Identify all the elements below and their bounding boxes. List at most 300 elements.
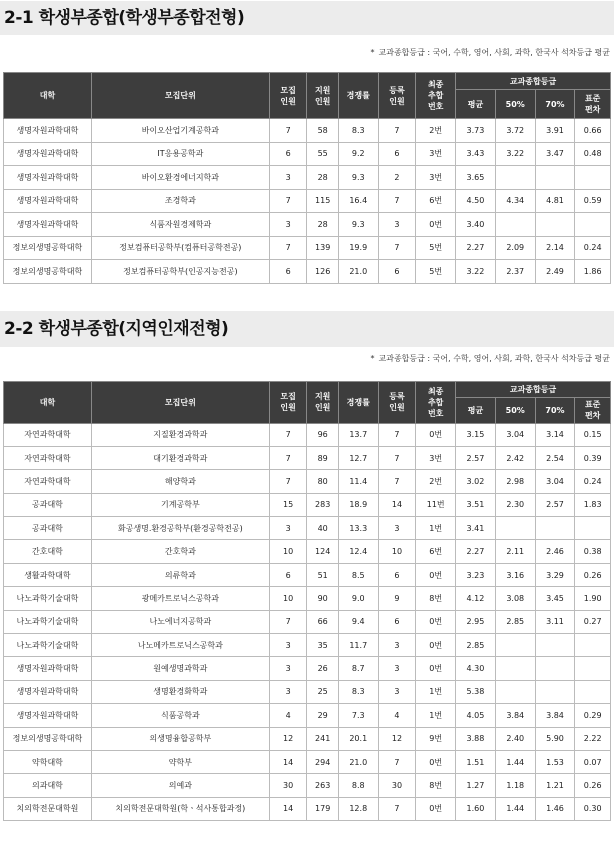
section-1	[0, 1, 614, 284]
cell-p50: 1.44	[495, 750, 535, 773]
cell-applicants: 90	[307, 587, 338, 610]
cell-unit: 광메카트로닉스공학과	[91, 587, 269, 610]
table-row	[4, 657, 611, 680]
cell-p50: 2.09	[495, 236, 535, 260]
cell-unit: 약학부	[91, 750, 269, 773]
cell-registered: 4	[378, 704, 416, 727]
header-recruit	[269, 73, 307, 119]
cell-registered: 12	[378, 727, 416, 750]
cell-avg: 1.60	[456, 797, 496, 820]
cell-p50: 3.16	[495, 563, 535, 586]
header-recruit	[269, 381, 307, 423]
cell-registered: 2	[378, 166, 416, 190]
cell-final: 0번	[416, 634, 456, 657]
cell-recruit: 14	[269, 797, 307, 820]
header-line: 편차	[584, 411, 601, 420]
cell-ratio: 9.4	[338, 610, 378, 633]
header-ratio: 경쟁률	[338, 73, 378, 119]
cell-applicants: 66	[307, 610, 338, 633]
cell-avg: 2.57	[456, 446, 496, 469]
cell-ratio: 12.8	[338, 797, 378, 820]
cell-ratio: 16.4	[338, 189, 378, 213]
header-final	[416, 381, 456, 423]
cell-ratio: 8.3	[338, 119, 378, 143]
cell-final: 0번	[416, 610, 456, 633]
cell-applicants: 124	[307, 540, 338, 563]
cell-applicants: 96	[307, 423, 338, 446]
cell-registered: 14	[378, 493, 416, 516]
cell-ratio: 13.7	[338, 423, 378, 446]
cell-registered: 7	[378, 236, 416, 260]
cell-p70: 3.11	[535, 610, 575, 633]
cell-ratio: 12.4	[338, 540, 378, 563]
cell-p70	[535, 517, 575, 540]
cell-registered: 6	[378, 563, 416, 586]
table-row	[4, 704, 611, 727]
cell-avg: 3.65	[456, 166, 496, 190]
table-row	[4, 774, 611, 797]
cell-std: 0.27	[575, 610, 611, 633]
table-row	[4, 213, 611, 237]
cell-avg: 4.50	[456, 189, 496, 213]
cell-unit: 해양학과	[91, 470, 269, 493]
header-line: 모집	[280, 392, 296, 401]
table-row	[4, 493, 611, 516]
cell-ratio: 21.0	[338, 750, 378, 773]
cell-registered: 3	[378, 680, 416, 703]
cell-p50	[495, 680, 535, 703]
header-line: 인원	[314, 96, 331, 106]
cell-avg: 3.51	[456, 493, 496, 516]
cell-registered: 9	[378, 587, 416, 610]
cell-final: 5번	[416, 260, 456, 284]
table-row	[4, 750, 611, 773]
cell-applicants: 55	[307, 142, 338, 166]
cell-std	[575, 634, 611, 657]
header-line: 지원	[314, 392, 331, 401]
header-p70: 70%	[535, 90, 575, 119]
cell-college: 공과대학	[4, 517, 92, 540]
cell-avg: 4.30	[456, 657, 496, 680]
header-p50: 50%	[495, 397, 535, 423]
cell-ratio: 9.3	[338, 166, 378, 190]
cell-recruit: 6	[269, 260, 307, 284]
cell-std	[575, 657, 611, 680]
cell-p70: 1.21	[535, 774, 575, 797]
cell-unit: 바이오환경에너지학과	[91, 166, 269, 190]
cell-unit: 치의학전문대학원(학ㆍ석사통합과정)	[91, 797, 269, 820]
cell-p50: 4.34	[495, 189, 535, 213]
cell-applicants: 28	[307, 213, 338, 237]
table-row	[4, 587, 611, 610]
cell-college: 정보의생명공학대학	[4, 236, 92, 260]
cell-std: 0.39	[575, 446, 611, 469]
table-row	[4, 446, 611, 469]
cell-std: 0.26	[575, 563, 611, 586]
cell-avg: 2.27	[456, 236, 496, 260]
section-title: 2-2 학생부종합(지역인재전형)	[0, 311, 614, 347]
cell-p70: 2.57	[535, 493, 575, 516]
cell-p70: 2.14	[535, 236, 575, 260]
cell-final: 1번	[416, 680, 456, 703]
cell-unit: 나노메카트로닉스공학과	[91, 634, 269, 657]
cell-p50	[495, 634, 535, 657]
cell-unit: 의생명융합공학부	[91, 727, 269, 750]
cell-recruit: 3	[269, 657, 307, 680]
header-college: 대학	[4, 381, 92, 423]
cell-std: 1.86	[575, 260, 611, 284]
header-grade-group: 교과종합등급	[456, 73, 611, 90]
header-line: 추합	[427, 397, 444, 407]
cell-std: 0.48	[575, 142, 611, 166]
cell-applicants: 58	[307, 119, 338, 143]
cell-std: 2.22	[575, 727, 611, 750]
cell-ratio: 9.2	[338, 142, 378, 166]
cell-p50	[495, 517, 535, 540]
cell-applicants: 25	[307, 680, 338, 703]
cell-college: 정보의생명공학대학	[4, 260, 92, 284]
header-college: 대학	[4, 73, 92, 119]
header-line: 인원	[389, 403, 405, 412]
cell-registered: 3	[378, 634, 416, 657]
cell-registered: 6	[378, 610, 416, 633]
cell-unit: 조경학과	[91, 189, 269, 213]
header-grade-group: 교과종합등급	[456, 381, 611, 397]
cell-std	[575, 517, 611, 540]
cell-final: 6번	[416, 189, 456, 213]
cell-applicants: 35	[307, 634, 338, 657]
cell-ratio: 13.3	[338, 517, 378, 540]
header-line: 표준	[584, 94, 601, 103]
cell-unit: 의류학과	[91, 563, 269, 586]
cell-p70: 3.47	[535, 142, 575, 166]
cell-recruit: 6	[269, 142, 307, 166]
cell-avg: 3.02	[456, 470, 496, 493]
cell-avg: 5.38	[456, 680, 496, 703]
cell-registered: 30	[378, 774, 416, 797]
cell-recruit: 12	[269, 727, 307, 750]
cell-std: 0.66	[575, 119, 611, 143]
grade-note: * 교과종합등급 : 국어, 수학, 영어, 사회, 과학, 한국사 석차등급 평균	[370, 48, 610, 57]
cell-avg: 3.41	[456, 517, 496, 540]
cell-p70: 1.53	[535, 750, 575, 773]
cell-recruit: 3	[269, 680, 307, 703]
section-title: 2-1 학생부종합(학생부종합전형)	[0, 1, 614, 35]
header-std	[575, 90, 611, 119]
cell-applicants: 139	[307, 236, 338, 260]
table-row	[4, 260, 611, 284]
header-line: 등록	[389, 85, 405, 95]
cell-recruit: 6	[269, 563, 307, 586]
header-line: 표준	[584, 400, 601, 409]
header-applicants	[307, 73, 338, 119]
cell-std: 0.07	[575, 750, 611, 773]
cell-unit: 지질환경과학과	[91, 423, 269, 446]
cell-unit: 간호학과	[91, 540, 269, 563]
table-row	[4, 680, 611, 703]
cell-unit: 의예과	[91, 774, 269, 797]
cell-college: 치의학전문대학원	[4, 797, 92, 820]
cell-unit: IT응용공학과	[91, 142, 269, 166]
header-line: 최종	[427, 386, 444, 396]
cell-std	[575, 680, 611, 703]
cell-std: 1.83	[575, 493, 611, 516]
cell-p70: 3.04	[535, 470, 575, 493]
cell-registered: 7	[378, 423, 416, 446]
cell-p70: 2.46	[535, 540, 575, 563]
header-registered	[378, 73, 416, 119]
cell-applicants: 283	[307, 493, 338, 516]
cell-final: 0번	[416, 750, 456, 773]
cell-college: 생명자원과학대학	[4, 166, 92, 190]
cell-applicants: 126	[307, 260, 338, 284]
cell-p50: 3.72	[495, 119, 535, 143]
cell-recruit: 3	[269, 166, 307, 190]
cell-p70: 3.91	[535, 119, 575, 143]
cell-p70: 5.90	[535, 727, 575, 750]
header-line: 번호	[427, 102, 444, 111]
header-line: 번호	[427, 408, 444, 418]
table-row	[4, 119, 611, 143]
cell-final: 5번	[416, 236, 456, 260]
cell-p70	[535, 166, 575, 190]
cell-final: 3번	[416, 166, 456, 190]
cell-p70	[535, 634, 575, 657]
cell-college: 자연과학대학	[4, 470, 92, 493]
cell-college: 의과대학	[4, 774, 92, 797]
cell-std	[575, 213, 611, 237]
cell-college: 공과대학	[4, 493, 92, 516]
header-line: 인원	[280, 403, 296, 412]
cell-recruit: 30	[269, 774, 307, 797]
cell-std	[575, 166, 611, 190]
cell-p50: 3.04	[495, 423, 535, 446]
cell-final: 3번	[416, 446, 456, 469]
cell-final: 0번	[416, 563, 456, 586]
cell-ratio: 7.3	[338, 704, 378, 727]
cell-college: 자연과학대학	[4, 446, 92, 469]
cell-final: 8번	[416, 587, 456, 610]
header-p50: 50%	[495, 90, 535, 119]
cell-registered: 7	[378, 750, 416, 773]
cell-avg: 3.43	[456, 142, 496, 166]
header-line: 편차	[584, 105, 601, 114]
cell-applicants: 40	[307, 517, 338, 540]
cell-applicants: 29	[307, 704, 338, 727]
cell-final: 1번	[416, 704, 456, 727]
cell-college: 생명자원과학대학	[4, 680, 92, 703]
cell-p50: 1.18	[495, 774, 535, 797]
cell-applicants: 51	[307, 563, 338, 586]
cell-college: 생명자원과학대학	[4, 657, 92, 680]
header-line: 모집	[280, 85, 296, 95]
grade-note: * 교과종합등급 : 국어, 수학, 영어, 사회, 과학, 한국사 석차등급 평균	[370, 353, 610, 363]
table-row	[4, 236, 611, 260]
cell-ratio: 21.0	[338, 260, 378, 284]
cell-registered: 7	[378, 797, 416, 820]
cell-recruit: 14	[269, 750, 307, 773]
cell-p70: 3.29	[535, 563, 575, 586]
cell-college: 나노과학기술대학	[4, 587, 92, 610]
cell-college: 생명자원과학대학	[4, 704, 92, 727]
header-line: 인원	[314, 403, 331, 412]
cell-p50: 2.40	[495, 727, 535, 750]
cell-applicants: 263	[307, 774, 338, 797]
cell-ratio: 9.3	[338, 213, 378, 237]
cell-recruit: 3	[269, 634, 307, 657]
cell-avg: 3.73	[456, 119, 496, 143]
cell-ratio: 8.5	[338, 563, 378, 586]
cell-final: 2번	[416, 470, 456, 493]
cell-college: 생명자원과학대학	[4, 119, 92, 143]
cell-college: 생명자원과학대학	[4, 213, 92, 237]
cell-unit: 식품공학과	[91, 704, 269, 727]
cell-avg: 1.51	[456, 750, 496, 773]
header-unit: 모집단위	[91, 73, 269, 119]
cell-college: 생명자원과학대학	[4, 142, 92, 166]
cell-registered: 3	[378, 213, 416, 237]
cell-avg: 3.40	[456, 213, 496, 237]
cell-p70: 3.84	[535, 704, 575, 727]
cell-final: 6번	[416, 540, 456, 563]
cell-college: 생활과학대학	[4, 563, 92, 586]
header-line: 인원	[280, 96, 296, 106]
cell-std: 0.15	[575, 423, 611, 446]
table-row	[4, 610, 611, 633]
cell-registered: 3	[378, 517, 416, 540]
cell-std: 0.24	[575, 236, 611, 260]
table-row	[4, 470, 611, 493]
cell-avg: 3.15	[456, 423, 496, 446]
cell-applicants: 294	[307, 750, 338, 773]
cell-recruit: 4	[269, 704, 307, 727]
cell-unit: 화공생명.환경공학부(환경공학전공)	[91, 517, 269, 540]
cell-avg: 4.05	[456, 704, 496, 727]
cell-avg: 2.27	[456, 540, 496, 563]
cell-recruit: 7	[269, 119, 307, 143]
cell-registered: 7	[378, 446, 416, 469]
cell-std: 0.26	[575, 774, 611, 797]
cell-registered: 10	[378, 540, 416, 563]
cell-std: 0.59	[575, 189, 611, 213]
cell-recruit: 7	[269, 189, 307, 213]
header-applicants	[307, 381, 338, 423]
cell-p50: 2.11	[495, 540, 535, 563]
cell-p50: 2.98	[495, 470, 535, 493]
cell-unit: 기계공학부	[91, 493, 269, 516]
cell-unit: 정보컴퓨터공학부(컴퓨터공학전공)	[91, 236, 269, 260]
cell-avg: 2.85	[456, 634, 496, 657]
admission-table	[3, 381, 611, 822]
cell-p50: 2.30	[495, 493, 535, 516]
cell-avg: 2.95	[456, 610, 496, 633]
cell-registered: 6	[378, 260, 416, 284]
cell-p70: 2.49	[535, 260, 575, 284]
header-line: 추합	[427, 91, 444, 100]
cell-applicants: 28	[307, 166, 338, 190]
table-row	[4, 797, 611, 820]
cell-unit: 바이오산업기계공학과	[91, 119, 269, 143]
cell-applicants: 80	[307, 470, 338, 493]
cell-registered: 6	[378, 142, 416, 166]
header-line: 지원	[314, 85, 331, 95]
cell-registered: 7	[378, 189, 416, 213]
table-row	[4, 166, 611, 190]
cell-p70	[535, 213, 575, 237]
header-line: 등록	[389, 392, 405, 401]
cell-avg: 3.88	[456, 727, 496, 750]
cell-recruit: 7	[269, 610, 307, 633]
cell-avg: 1.27	[456, 774, 496, 797]
table-row	[4, 540, 611, 563]
cell-p70: 4.81	[535, 189, 575, 213]
cell-college: 나노과학기술대학	[4, 634, 92, 657]
cell-ratio: 19.9	[338, 236, 378, 260]
cell-p50: 2.37	[495, 260, 535, 284]
cell-final: 0번	[416, 213, 456, 237]
cell-recruit: 7	[269, 470, 307, 493]
cell-p70: 3.14	[535, 423, 575, 446]
cell-college: 정보의생명공학대학	[4, 727, 92, 750]
cell-applicants: 115	[307, 189, 338, 213]
cell-recruit: 7	[269, 236, 307, 260]
table-row	[4, 517, 611, 540]
header-registered	[378, 381, 416, 423]
cell-p70: 1.46	[535, 797, 575, 820]
cell-recruit: 10	[269, 540, 307, 563]
header-avg: 평균	[456, 90, 496, 119]
table-row	[4, 727, 611, 750]
cell-ratio: 20.1	[338, 727, 378, 750]
cell-avg: 3.22	[456, 260, 496, 284]
cell-college: 나노과학기술대학	[4, 610, 92, 633]
cell-avg: 3.23	[456, 563, 496, 586]
cell-p50	[495, 213, 535, 237]
cell-ratio: 11.7	[338, 634, 378, 657]
header-line: 최종	[427, 80, 444, 89]
cell-final: 9번	[416, 727, 456, 750]
cell-std: 0.29	[575, 704, 611, 727]
table-row	[4, 634, 611, 657]
cell-recruit: 3	[269, 517, 307, 540]
cell-ratio: 8.3	[338, 680, 378, 703]
cell-unit: 생명환경화학과	[91, 680, 269, 703]
cell-ratio: 18.9	[338, 493, 378, 516]
cell-recruit: 7	[269, 423, 307, 446]
table-row	[4, 563, 611, 586]
cell-final: 1번	[416, 517, 456, 540]
cell-ratio: 8.8	[338, 774, 378, 797]
cell-final: 3번	[416, 142, 456, 166]
cell-std: 1.90	[575, 587, 611, 610]
cell-p50	[495, 166, 535, 190]
cell-p50: 3.84	[495, 704, 535, 727]
cell-recruit: 15	[269, 493, 307, 516]
cell-college: 약학대학	[4, 750, 92, 773]
cell-avg: 4.12	[456, 587, 496, 610]
cell-unit: 나노에너지공학과	[91, 610, 269, 633]
header-line: 인원	[389, 96, 405, 106]
cell-std: 0.38	[575, 540, 611, 563]
cell-p50: 1.44	[495, 797, 535, 820]
cell-p70	[535, 657, 575, 680]
cell-final: 0번	[416, 423, 456, 446]
cell-registered: 7	[378, 119, 416, 143]
header-avg: 평균	[456, 397, 496, 423]
cell-unit: 원예생명과학과	[91, 657, 269, 680]
cell-applicants: 179	[307, 797, 338, 820]
cell-p50: 3.22	[495, 142, 535, 166]
